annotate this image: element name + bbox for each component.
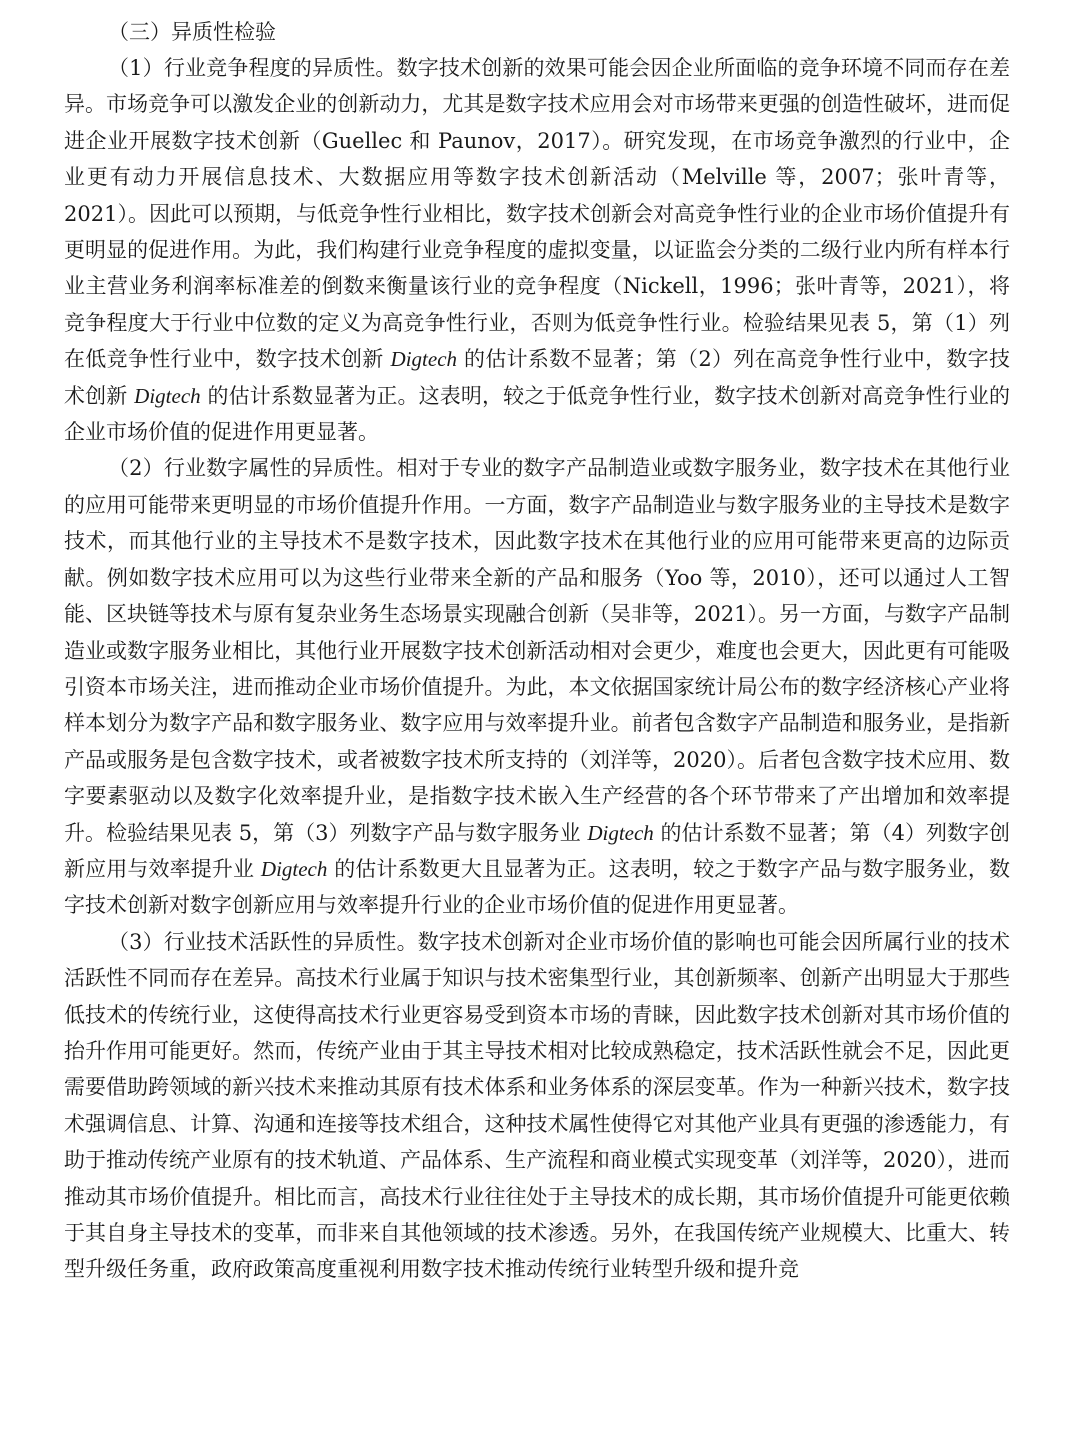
- section-heading: （三）异质性检验: [108, 20, 276, 44]
- paragraph-industry-digital-attribute: [64, 450, 1010, 923]
- variable-digtech: Digtech: [134, 383, 201, 408]
- text-run: （1）行业竞争程度的异质性。数字技术创新的效果可能会因企业所面临的竞争环境不同而存在差异。市场竞争可以激发企业的创新动力，尤其是数字技术应用会对市场带来更强的创造性破坏，进而促进企业开展数字技术创新（Guellec 和 Paunov，2017）。研究发现，在市场竞争激烈的行业中，企业更有动力开展信息技术、大数据应用等数字技术创新活动（Melville 等，2007；张叶青等，2021）。因此可以预期，与低竞争性行业相比，数字技术创新会对高竞争性行业的企业市场价值提升有更明显的促进作用。为此，我们构建行业竞争程度的虚拟变量，以证监会分类的二级行业内所有样本行业主营业务利润率标准差的倒数来衡量该行业的竞争程度（Nickell，1996；张叶青等，2021），将竞争程度大于行业中位数的定义为高竞争性行业，否则为低竞争性行业。检验结果见表 5，第（1）列在低竞争性行业中，数字技术创新: [64, 56, 1010, 372]
- variable-digtech: Digtech: [390, 347, 458, 372]
- text-run: 的估计系数不显著；第（2）列在高竞争性行业中，数字技术创新: [64, 347, 1010, 408]
- text-run: （3）行业技术活跃性的异质性。数字技术创新对企业市场价值的影响也可能会因所属行业的技术活跃性不同而存在差异。高技术行业属于知识与技术密集型行业，其创新频率、创新产出明显大于那些低技术的传统行业，这使得高技术行业更容易受到资本市场的青睐，因此数字技术创新对其市场价值的抬升作用可能更好。然而，传统产业由于其主导技术相对比较成熟稳定，技术活跃性就会不足，因此更需要借助跨领域的新兴技术来推动其原有技术体系和业务体系的深层变革。作为一种新兴技术，数字技术强调信息、计算、沟通和连接等技术组合，这种技术属性使得它对其他产业具有更强的渗透能力，有助于推动传统产业原有的技术轨道、产品体系、生产流程和商业模式实现变革（刘洋等，2020），进而推动其市场价值提升。相比而言，高技术行业往往处于主导技术的成长期，其市场价值提升可能更依赖于其自身主导技术的变革，而非来自其他领域的技术渗透。另外，在我国传统产业规模大、比重大、转型升级任务重，政府政策高度重视利用数字技术推动传统行业转型升级和提升竞: [64, 929, 1010, 1282]
- paragraph-industry-tech-activity: [64, 924, 1010, 1288]
- paragraph-industry-competition: [64, 50, 1010, 450]
- text-run: 的估计系数显著为正。这表明，较之于低竞争性行业，数字技术创新对高竞争性行业的企业市场价值的促进作用更显著。: [64, 383, 1010, 445]
- variable-digtech: Digtech: [260, 856, 328, 881]
- document-page: [64, 14, 1010, 1288]
- text-run: 的估计系数不显著；第（4）列数字创新应用与效率提升业: [64, 820, 1010, 881]
- text-run: 的估计系数更大且显著为正。这表明，较之于数字产品与数字服务业，数字技术创新对数字创新应用与效率提升行业的企业市场价值的促进作用更显著。: [64, 856, 1010, 918]
- variable-digtech: Digtech: [587, 820, 654, 845]
- text-run: （2）行业数字属性的异质性。相对于专业的数字产品制造业或数字服务业，数字技术在其他行业的应用可能带来更明显的市场价值提升作用。一方面，数字产品制造业与数字服务业的主导技术是数字技术，而其他行业的主导技术不是数字技术，因此数字技术在其他行业的应用可能带来更高的边际贡献。例如数字技术应用可以为这些行业带来全新的产品和服务（Yoo 等，2010），还可以通过人工智能、区块链等技术与原有复杂业务生态场景实现融合创新（吴非等，2021）。另一方面，与数字产品制造业或数字服务业相比，其他行业开展数字技术创新活动相对会更少，难度也会更大，因此更有可能吸引资本市场关注，进而推动企业市场价值提升。为此，本文依据国家统计局公布的数字经济核心产业将样本划分为数字产品和数字服务业、数字应用与效率提升业。前者包含数字产品制造和服务业，是指新产品或服务是包含数字技术，或者被数字技术所支持的（刘洋等，2020）。后者包含数字技术应用、数字要素驱动以及数字化效率提升业，是指数字技术嵌入生产经营的各个环节带来了产出增加和效率提升。检验结果见表 5，第（3）列数字产品与数字服务业: [64, 456, 1010, 845]
